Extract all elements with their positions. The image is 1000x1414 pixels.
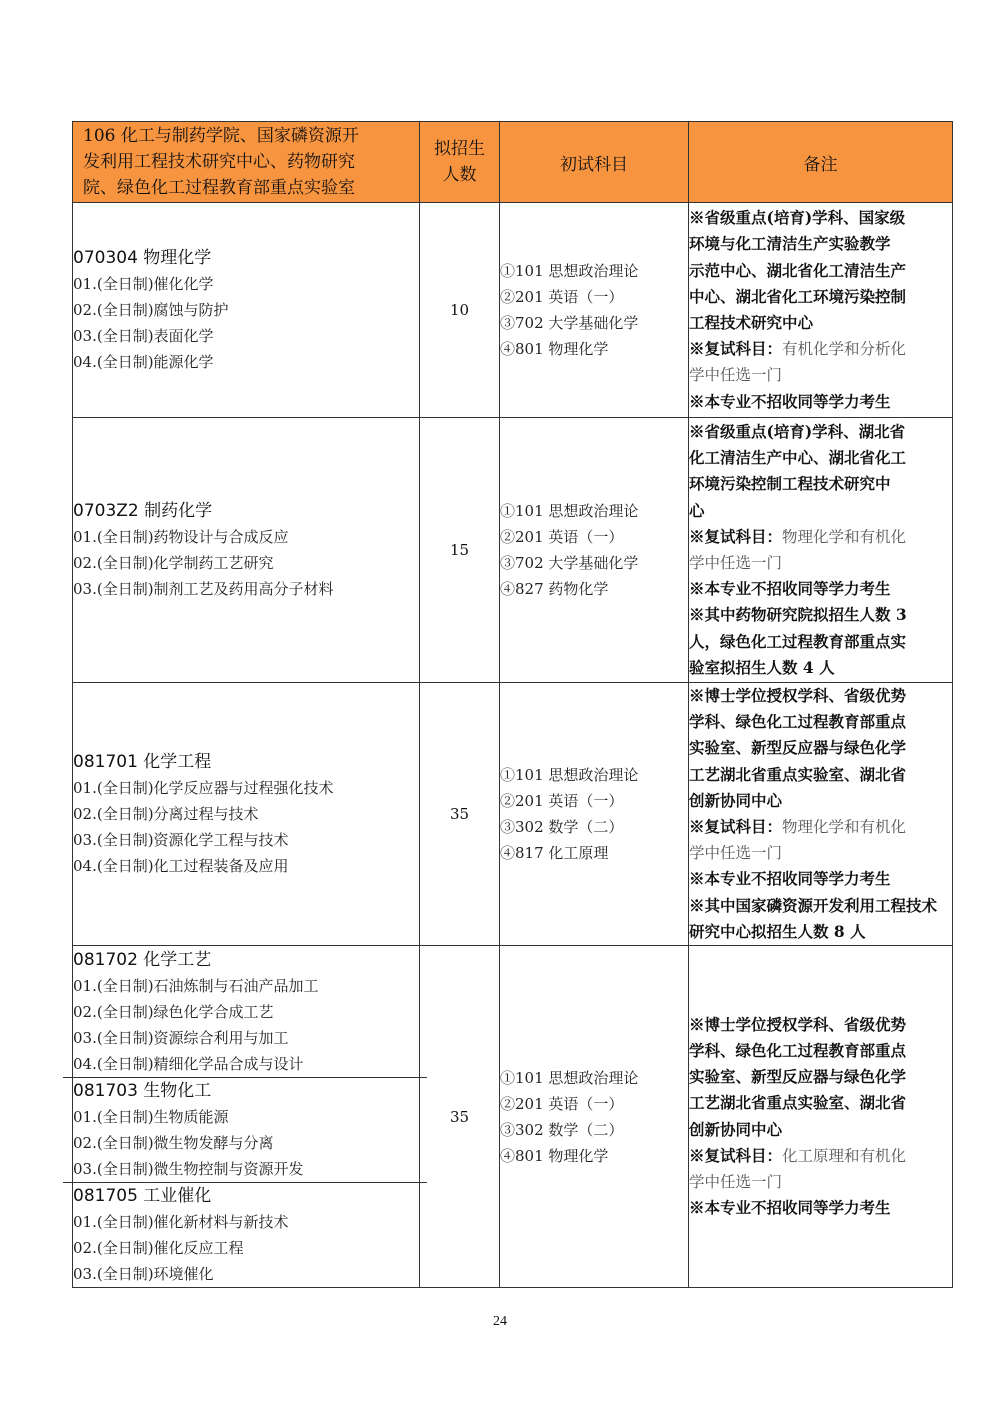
quota-header-line: 人数	[442, 165, 477, 185]
exam-subject: ①101 思想政治理论	[500, 502, 639, 520]
exam-subject: ④801 物理化学	[500, 340, 609, 358]
note-line: 学中任选一门	[689, 1172, 783, 1191]
exam-subject: ②201 英语（一）	[500, 528, 624, 546]
program-block	[73, 245, 419, 375]
note-line: 学科、绿色化工过程教育部重点	[689, 712, 907, 732]
note-line: 化工清洁生产中心、湖北省化工	[689, 448, 907, 468]
note-line: 实验室、新型反应器与绿色化学	[689, 1067, 907, 1087]
department-header-line: 发利用工程技术研究中心、药物研究	[83, 152, 355, 172]
research-direction: 01.(全日制)生物质能源	[73, 1107, 229, 1126]
program-block	[73, 749, 419, 879]
note-line: ※本专业不招收同等学力考生	[689, 869, 891, 889]
research-direction: 03.(全日制)表面化学	[73, 327, 214, 345]
table-header-row	[73, 122, 953, 203]
note-line: 研究中心拟招生人数 8 人	[689, 921, 866, 941]
subjects-header: 初试科目	[500, 122, 689, 203]
note-line: ※本专业不招收同等学力考生	[689, 579, 891, 599]
note-line: ※省级重点(培育)学科、湖北省	[689, 421, 906, 441]
program-block	[73, 498, 419, 602]
exam-subject: ①101 思想政治理论	[500, 1068, 639, 1087]
table-row	[73, 203, 953, 418]
exam-subject: ④801 物理化学	[500, 1146, 609, 1165]
research-direction: 01.(全日制)化学反应器与过程强化技术	[73, 779, 334, 798]
note-line: 创新协同中心	[689, 1119, 783, 1139]
exam-subject: ④817 化工原理	[500, 844, 609, 863]
research-direction: 02.(全日制)分离过程与技术	[73, 805, 259, 824]
quota-header-line: 拟招生	[434, 139, 485, 159]
quota-cell: 35	[420, 946, 500, 1288]
note-line: ※博士学位授权学科、省级优势	[689, 1014, 907, 1034]
quota-cell: 15	[420, 418, 500, 683]
note-line: ※本专业不招收同等学力考生	[689, 1198, 891, 1218]
department-header-line: 院、绿色化工过程教育部重点实验室	[83, 178, 355, 198]
exam-subject: ③702 大学基础化学	[500, 314, 639, 332]
program-title: 070304 物理化学	[73, 248, 212, 268]
note-text: 物理化学和有机化	[782, 818, 907, 837]
exam-subject: ①101 思想政治理论	[500, 766, 639, 785]
department-header-line: 106 化工与制药学院、国家磷资源开	[83, 126, 359, 146]
table-row	[73, 418, 953, 683]
note-line	[689, 814, 952, 840]
program-block	[63, 1182, 427, 1287]
notes-header: 备注	[689, 122, 953, 203]
exam-subject: ③702 大学基础化学	[500, 554, 639, 572]
note-line	[689, 524, 952, 550]
research-direction: 01.(全日制)催化化学	[73, 275, 214, 293]
note-line: 工艺湖北省重点实验室、湖北省	[689, 764, 907, 784]
research-direction: 01.(全日制)催化新材料与新技术	[73, 1212, 289, 1231]
research-direction: 02.(全日制)催化反应工程	[73, 1238, 244, 1257]
program-block	[63, 1077, 427, 1182]
note-line: 学中任选一门	[689, 366, 783, 385]
exam-subject: ③302 数学（二）	[500, 1120, 624, 1139]
program-title: 081703 生物化工	[73, 1080, 212, 1101]
subjects-cell	[500, 683, 689, 946]
exam-subject: ②201 英语（一）	[500, 792, 624, 811]
research-direction: 04.(全日制)化工过程装备及应用	[73, 857, 289, 876]
note-label: ※复试科目：	[689, 817, 783, 837]
research-direction: 01.(全日制)石油炼制与石油产品加工	[73, 976, 319, 995]
note-line: 人，绿色化工过程教育部重点实	[689, 631, 907, 651]
quota-cell: 35	[420, 683, 500, 946]
note-text: 有机化学和分析化	[782, 340, 907, 359]
page-number: 24	[493, 1314, 507, 1329]
note-line: 工艺湖北省重点实验室、湖北省	[689, 1093, 907, 1113]
note-line: 工程技术研究中心	[689, 313, 814, 332]
note-label: ※复试科目：	[689, 526, 783, 546]
quota-cell: 10	[420, 203, 500, 418]
note-text: 化工原理和有机化	[782, 1146, 907, 1165]
note-line: ※博士学位授权学科、省级优势	[689, 686, 907, 705]
note-line: ※其中国家磷资源开发利用工程技术	[689, 895, 938, 915]
research-direction: 03.(全日制)环境催化	[73, 1264, 214, 1283]
program-title: 081705 工业催化	[73, 1185, 212, 1206]
note-label: ※复试科目：	[689, 339, 783, 359]
note-line	[689, 1143, 952, 1169]
program-cell	[73, 418, 420, 683]
department-header	[73, 122, 420, 203]
exam-subject: ②201 英语（一）	[500, 1094, 624, 1113]
note-line: 实验室、新型反应器与绿色化学	[689, 738, 907, 758]
program-title: 081702 化学工艺	[73, 949, 212, 970]
exam-subject: ③302 数学（二）	[500, 818, 624, 837]
notes-cell	[689, 203, 953, 418]
note-line	[689, 336, 952, 362]
subjects-cell	[500, 203, 689, 418]
research-direction: 02.(全日制)微生物发酵与分离	[73, 1133, 274, 1152]
research-direction: 02.(全日制)绿色化学合成工艺	[73, 1002, 274, 1021]
note-line: ※其中药物研究院拟招生人数 3	[689, 605, 907, 625]
exam-subject: ②201 英语（一）	[500, 288, 624, 306]
quota-header	[420, 122, 500, 203]
program-title: 081701 化学工程	[73, 752, 212, 773]
note-line: 示范中心、湖北省化工清洁生产	[689, 260, 907, 280]
table-row	[73, 946, 953, 1288]
admissions-table	[72, 121, 953, 1288]
exam-subject: ①101 思想政治理论	[500, 262, 639, 280]
subjects-cell	[500, 418, 689, 683]
research-direction: 04.(全日制)能源化学	[73, 353, 214, 371]
note-line: ※本专业不招收同等学力考生	[689, 391, 891, 411]
note-line: 学中任选一门	[689, 844, 783, 863]
notes-cell	[689, 946, 953, 1288]
note-label: ※复试科目：	[689, 1145, 783, 1165]
program-cell	[73, 946, 420, 1288]
table-row	[73, 683, 953, 946]
note-line: 学科、绿色化工过程教育部重点	[689, 1040, 907, 1060]
research-direction: 02.(全日制)化学制药工艺研究	[73, 554, 274, 572]
research-direction: 03.(全日制)制剂工艺及药用高分子材料	[73, 580, 334, 598]
note-text: 物理化学和有机化	[782, 527, 907, 546]
research-direction: 03.(全日制)资源化学工程与技术	[73, 831, 289, 850]
note-line: ※省级重点(培育)学科、国家级	[689, 208, 906, 228]
program-block	[73, 947, 419, 1077]
note-line: 中心、湖北省化工环境污染控制	[689, 286, 907, 306]
notes-cell	[689, 683, 953, 946]
exam-subject: ④827 药物化学	[500, 580, 609, 598]
note-line: 创新协同中心	[689, 790, 783, 810]
program-cell	[73, 203, 420, 418]
note-line: 验室拟招生人数 4 人	[689, 657, 835, 677]
subjects-cell	[500, 946, 689, 1288]
note-line: 环境污染控制工程技术研究中	[689, 474, 891, 494]
note-line: 心	[689, 500, 705, 520]
note-line: 学中任选一门	[689, 554, 783, 572]
research-direction: 01.(全日制)药物设计与合成反应	[73, 528, 289, 546]
notes-cell	[689, 418, 953, 683]
research-direction: 02.(全日制)腐蚀与防护	[73, 301, 229, 319]
note-line: 环境与化工清洁生产实验教学	[689, 234, 891, 254]
research-direction: 03.(全日制)微生物控制与资源开发	[73, 1159, 304, 1178]
research-direction: 03.(全日制)资源综合利用与加工	[73, 1028, 289, 1047]
program-cell	[73, 683, 420, 946]
program-title: 0703Z2 制药化学	[73, 501, 213, 521]
research-direction: 04.(全日制)精细化学品合成与设计	[73, 1054, 304, 1073]
